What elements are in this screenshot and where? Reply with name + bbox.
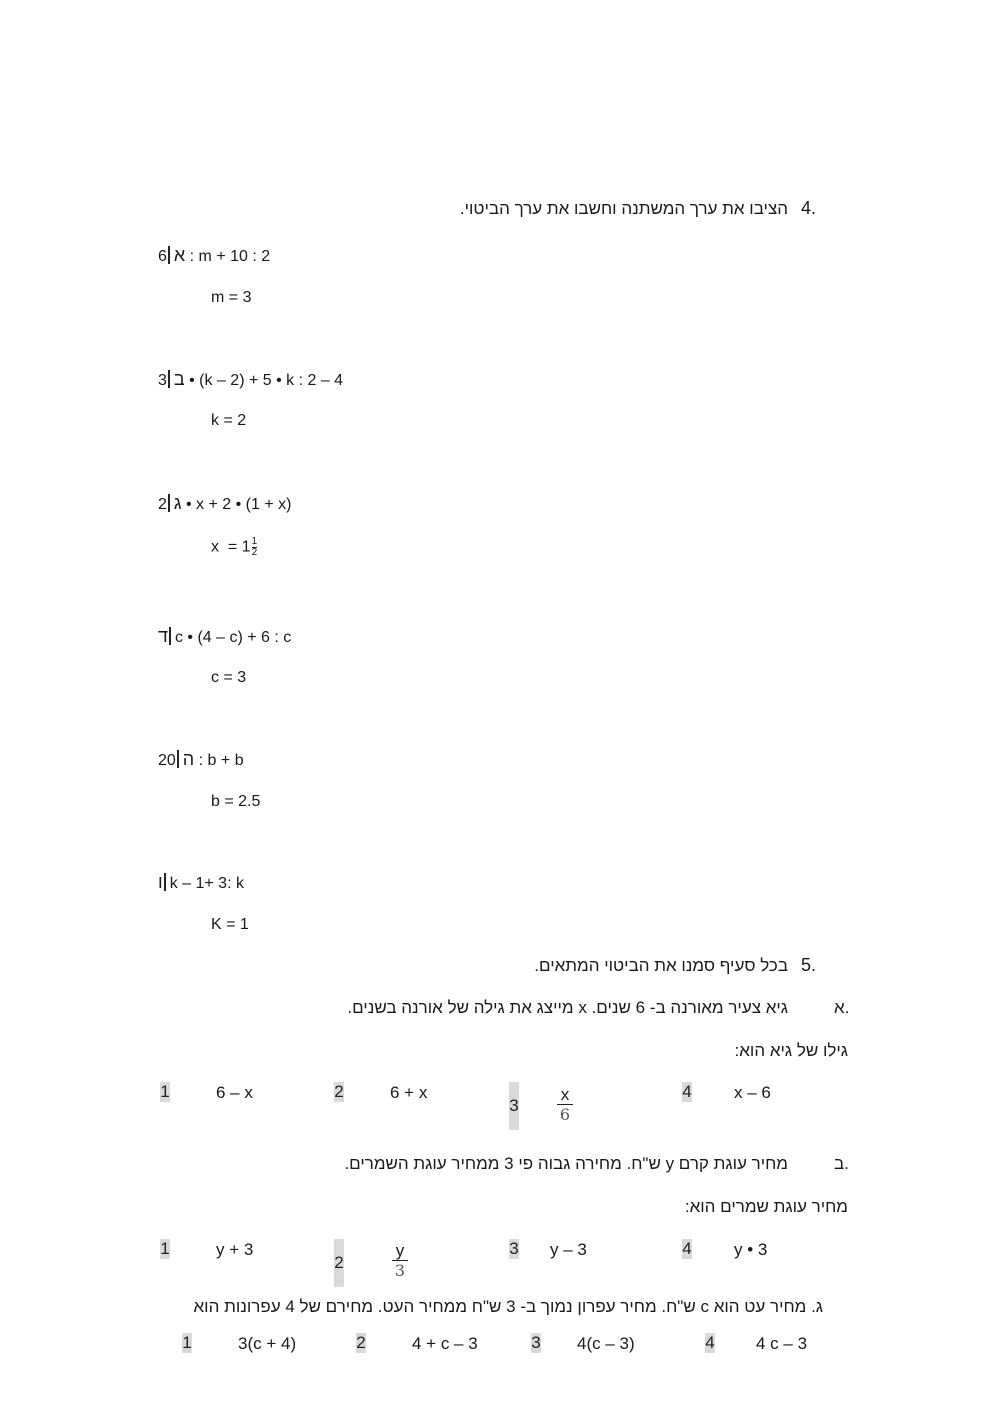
- q4-item-d-value: c = 3: [211, 669, 247, 686]
- option-number-badge[interactable]: 3: [509, 1082, 519, 1130]
- q5-number: 5.: [801, 955, 817, 975]
- item-expression: 2 • x + 2 • (1 + x): [158, 496, 292, 513]
- item-expression: c • (4 – c) + 6 : c: [174, 629, 292, 646]
- option-expression[interactable]: 4 + c – 3: [412, 1334, 478, 1353]
- option-expression[interactable]: 3(c + 4): [238, 1334, 297, 1353]
- q4-item-e-expr-line: [158, 749, 244, 770]
- q5-part-a-letter: א.: [834, 998, 850, 1017]
- q5-part-a-question: גילו של גיא הוא:: [734, 1041, 848, 1060]
- option-expression[interactable]: x – 6: [734, 1083, 771, 1102]
- option-number-badge[interactable]: 2: [356, 1333, 366, 1352]
- option-number-badge[interactable]: 3: [509, 1239, 519, 1258]
- q5-part-b-question: מחיר עוגת שמרים הוא:: [684, 1197, 848, 1216]
- q5-part-b-text: מחיר עוגת קרם y ש"ח. מחירה גבוה פי 3 ממחיר עוגת השמרים.: [344, 1154, 788, 1173]
- option-number-badge[interactable]: 2: [334, 1082, 344, 1101]
- fraction-denominator: 2: [251, 547, 258, 558]
- q4-item-f-expr-line: [158, 872, 244, 893]
- fraction-denominator: 3: [394, 1261, 406, 1280]
- separator-bar: [177, 750, 179, 768]
- item-expression: k – 1+ 3: k: [169, 875, 244, 892]
- option-number-badge[interactable]: 3: [531, 1333, 541, 1352]
- item-letter: ג: [173, 493, 182, 513]
- q4-item-b-expr-line: [158, 369, 343, 390]
- separator-bar: [164, 873, 166, 891]
- fraction-denominator: 6: [559, 1105, 571, 1124]
- item-letter: א: [173, 245, 186, 265]
- option-expression[interactable]: 4 c – 3: [756, 1334, 808, 1353]
- option-number-badge[interactable]: 4: [705, 1333, 715, 1352]
- option-expression[interactable]: y – 3: [550, 1240, 587, 1259]
- option-fraction[interactable]: [392, 1241, 408, 1280]
- fraction-numerator: 1: [251, 536, 258, 547]
- q4-instruction: הציבו את ערך המשתנה וחשבו את ערך הביטוי.: [459, 199, 788, 218]
- option-number-badge[interactable]: 4: [682, 1082, 692, 1101]
- option-expression[interactable]: 6 – x: [216, 1083, 253, 1102]
- item-expression: 3 • (k – 2) + 5 • k : 2 – 4: [158, 372, 344, 389]
- q5-part-b-letter: ב.: [834, 1154, 849, 1173]
- option-expression[interactable]: 6 + x: [390, 1083, 428, 1102]
- separator-bar: [168, 246, 170, 264]
- q5-part-c-text: ג. מחיר עט הוא c ש"ח. מחיר עפרון נמוך ב- 3 ש"ח ממחיר העט. מחירם של 4 עפרונות הוא: [193, 1297, 823, 1316]
- fraction-numerator: x: [557, 1085, 573, 1105]
- option-number-badge[interactable]: 1: [160, 1082, 170, 1101]
- separator-bar: [169, 627, 171, 645]
- item-expression: 20 : b + b: [158, 752, 244, 769]
- option-number-badge[interactable]: 1: [160, 1239, 170, 1258]
- q5-part-a-text: גיא צעיר מאורנה ב- 6 שנים. x מייצג את גילה של אורנה בשנים.: [347, 998, 788, 1017]
- option-number-badge[interactable]: 2: [334, 1239, 344, 1287]
- item-letter: ו: [158, 872, 163, 892]
- fraction-numerator: y: [392, 1241, 408, 1261]
- item-expression: 6 : m + 10 : 2: [158, 248, 271, 265]
- option-expression[interactable]: y • 3: [734, 1240, 768, 1259]
- q4-item-b-value: k = 2: [211, 412, 247, 429]
- separator-bar: [168, 370, 170, 388]
- q5-instruction: בכל סעיף סמנו את הביטוי המתאים.: [534, 956, 788, 975]
- mixed-fraction: [252, 537, 258, 558]
- option-expression[interactable]: 4(c – 3): [577, 1334, 635, 1353]
- q4-item-f-value: K = 1: [211, 916, 249, 933]
- q4-item-c-value: [211, 537, 257, 558]
- option-fraction[interactable]: [557, 1085, 573, 1124]
- q4-number: 4.: [801, 198, 817, 218]
- q4-item-c-expr-line: [158, 493, 291, 514]
- option-number-badge[interactable]: 4: [682, 1239, 692, 1258]
- item-letter: ד: [158, 626, 168, 646]
- q4-item-a-value: m = 3: [211, 289, 252, 306]
- separator-bar: [168, 494, 170, 512]
- option-expression[interactable]: y + 3: [216, 1240, 254, 1259]
- q4-item-e-value: b = 2.5: [211, 793, 261, 810]
- item-letter: ה: [182, 749, 195, 769]
- q4-item-d-expr-line: [158, 626, 291, 647]
- item-letter: ב: [173, 369, 185, 389]
- option-number-badge[interactable]: 1: [182, 1333, 192, 1352]
- value-prefix: x = 1: [211, 538, 251, 556]
- q4-item-a-expr-line: [158, 245, 270, 266]
